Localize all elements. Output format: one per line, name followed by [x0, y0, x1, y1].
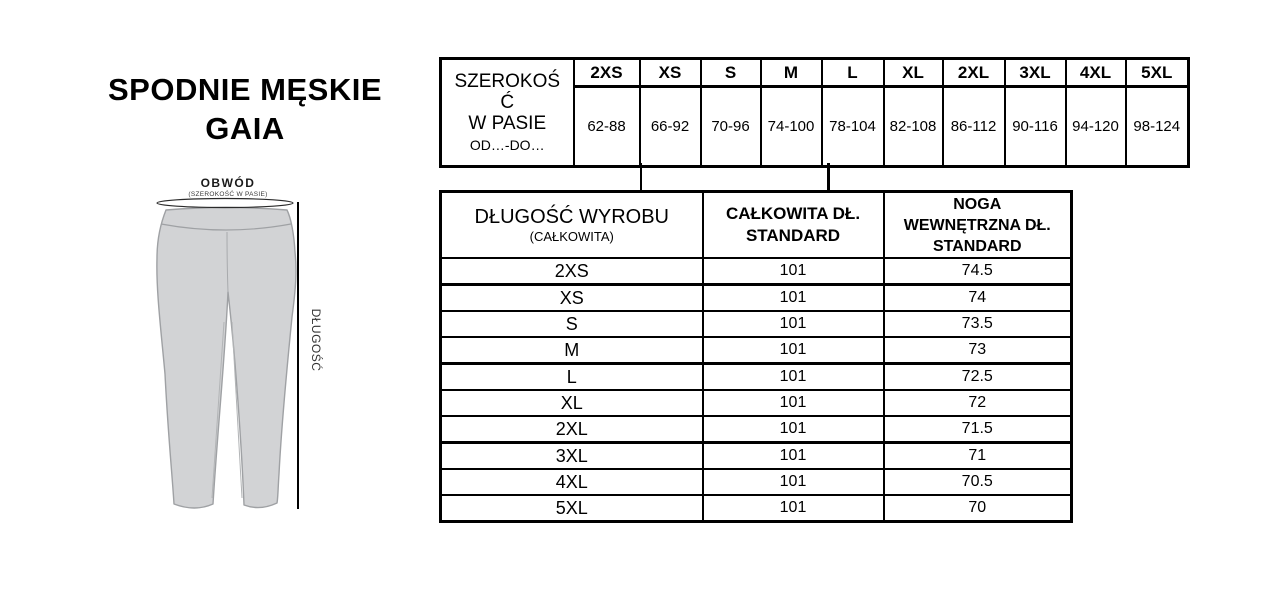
waist-table-header-cell	[441, 59, 574, 167]
inner-leg-cell: 71.5	[884, 416, 1072, 443]
length-table-row	[441, 285, 1072, 312]
size-column-header: L	[822, 59, 884, 87]
length-table-row	[441, 258, 1072, 285]
size-column-header: XL	[884, 59, 943, 87]
size-column-header: 3XL	[1005, 59, 1066, 87]
size-cell: XL	[441, 390, 703, 416]
inner-leg-cell: 71	[884, 443, 1072, 470]
waist-header-line: SZEROKOŚ	[454, 70, 561, 92]
size-cell: 2XL	[441, 416, 703, 443]
size-column-header: M	[761, 59, 822, 87]
size-cell: S	[441, 311, 703, 337]
inner-leg-header-line: STANDARD	[932, 237, 1022, 255]
length-table-row	[441, 311, 1072, 337]
size-column-header: 4XL	[1066, 59, 1126, 87]
length-table-header-col2	[703, 192, 884, 259]
size-cell: 4XL	[441, 469, 703, 495]
length-header-subtitle: (CAŁKOWITA)	[529, 228, 614, 244]
size-cell: M	[441, 337, 703, 364]
pants-silhouette	[157, 208, 296, 509]
length-table-row	[441, 495, 1072, 522]
waist-range-cell: 62-88	[574, 87, 640, 167]
waist-range-cell: 86-112	[943, 87, 1005, 167]
waist-range-cell: 90-116	[1005, 87, 1066, 167]
total-length-cell: 101	[703, 337, 884, 364]
length-table-header-col3	[884, 192, 1072, 259]
waist-header-line: W PASIE	[468, 112, 547, 134]
waist-size-table	[439, 57, 1190, 168]
waist-range-cell: 70-96	[701, 87, 761, 167]
size-cell: XS	[441, 285, 703, 312]
page-title-line-2: GAIA	[205, 111, 285, 146]
inner-leg-cell: 73	[884, 337, 1072, 364]
total-length-cell: 101	[703, 390, 884, 416]
inner-leg-header-line: NOGA	[953, 195, 1002, 213]
total-length-cell: 101	[703, 258, 884, 285]
inner-leg-cell: 70.5	[884, 469, 1072, 495]
length-table-row	[441, 469, 1072, 495]
page-title-line-1: SPODNIE MĘSKIE	[108, 72, 382, 107]
waist-header-subline: OD…-DO…	[469, 136, 545, 153]
size-cell: 3XL	[441, 443, 703, 470]
waist-header-line: Ć	[500, 91, 515, 113]
total-length-cell: 101	[703, 469, 884, 495]
table-connector-line	[827, 163, 830, 191]
waist-measure-ellipse	[157, 199, 293, 208]
waist-circumference-label: OBWÓD	[200, 176, 256, 190]
size-cell: 5XL	[441, 495, 703, 522]
waist-range-cell: 98-124	[1126, 87, 1189, 167]
inner-leg-cell: 73.5	[884, 311, 1072, 337]
inner-leg-cell: 72	[884, 390, 1072, 416]
inner-leg-header-line: WEWNĘTRZNA DŁ.	[903, 216, 1051, 234]
pants-diagram	[140, 172, 340, 532]
size-column-header: 5XL	[1126, 59, 1189, 87]
table-connector-line	[640, 163, 642, 191]
size-column-header: S	[701, 59, 761, 87]
inner-leg-cell: 72.5	[884, 364, 1072, 391]
size-column-header: 2XL	[943, 59, 1005, 87]
inner-leg-cell: 70	[884, 495, 1072, 522]
waist-range-cell: 74-100	[761, 87, 822, 167]
length-table-row	[441, 364, 1072, 391]
total-length-header-line: STANDARD	[745, 226, 841, 245]
total-length-cell: 101	[703, 495, 884, 522]
size-column-header: 2XS	[574, 59, 640, 87]
length-table-row	[441, 390, 1072, 416]
inner-leg-cell: 74.5	[884, 258, 1072, 285]
size-column-header: XS	[640, 59, 701, 87]
page-title	[60, 70, 430, 148]
length-label: DŁUGOŚĆ	[309, 308, 323, 372]
length-table-header-col1	[441, 192, 703, 259]
inner-leg-cell: 74	[884, 285, 1072, 312]
total-length-cell: 101	[703, 285, 884, 312]
length-table	[439, 190, 1073, 523]
total-length-cell: 101	[703, 311, 884, 337]
waist-range-cell: 82-108	[884, 87, 943, 167]
waist-range-cell: 78-104	[822, 87, 884, 167]
waist-range-cell: 66-92	[640, 87, 701, 167]
waist-range-cell: 94-120	[1066, 87, 1126, 167]
length-table-row	[441, 337, 1072, 364]
size-cell: 2XS	[441, 258, 703, 285]
total-length-cell: 101	[703, 416, 884, 443]
total-length-header-line: CAŁKOWITA DŁ.	[725, 204, 861, 223]
total-length-cell: 101	[703, 364, 884, 391]
size-cell: L	[441, 364, 703, 391]
waist-circumference-sublabel: (SZEROKOŚĆ W PASIE)	[188, 191, 268, 198]
length-header-title: DŁUGOŚĆ WYROBU	[474, 205, 669, 228]
length-table-row	[441, 416, 1072, 443]
total-length-cell: 101	[703, 443, 884, 470]
length-table-row	[441, 443, 1072, 470]
